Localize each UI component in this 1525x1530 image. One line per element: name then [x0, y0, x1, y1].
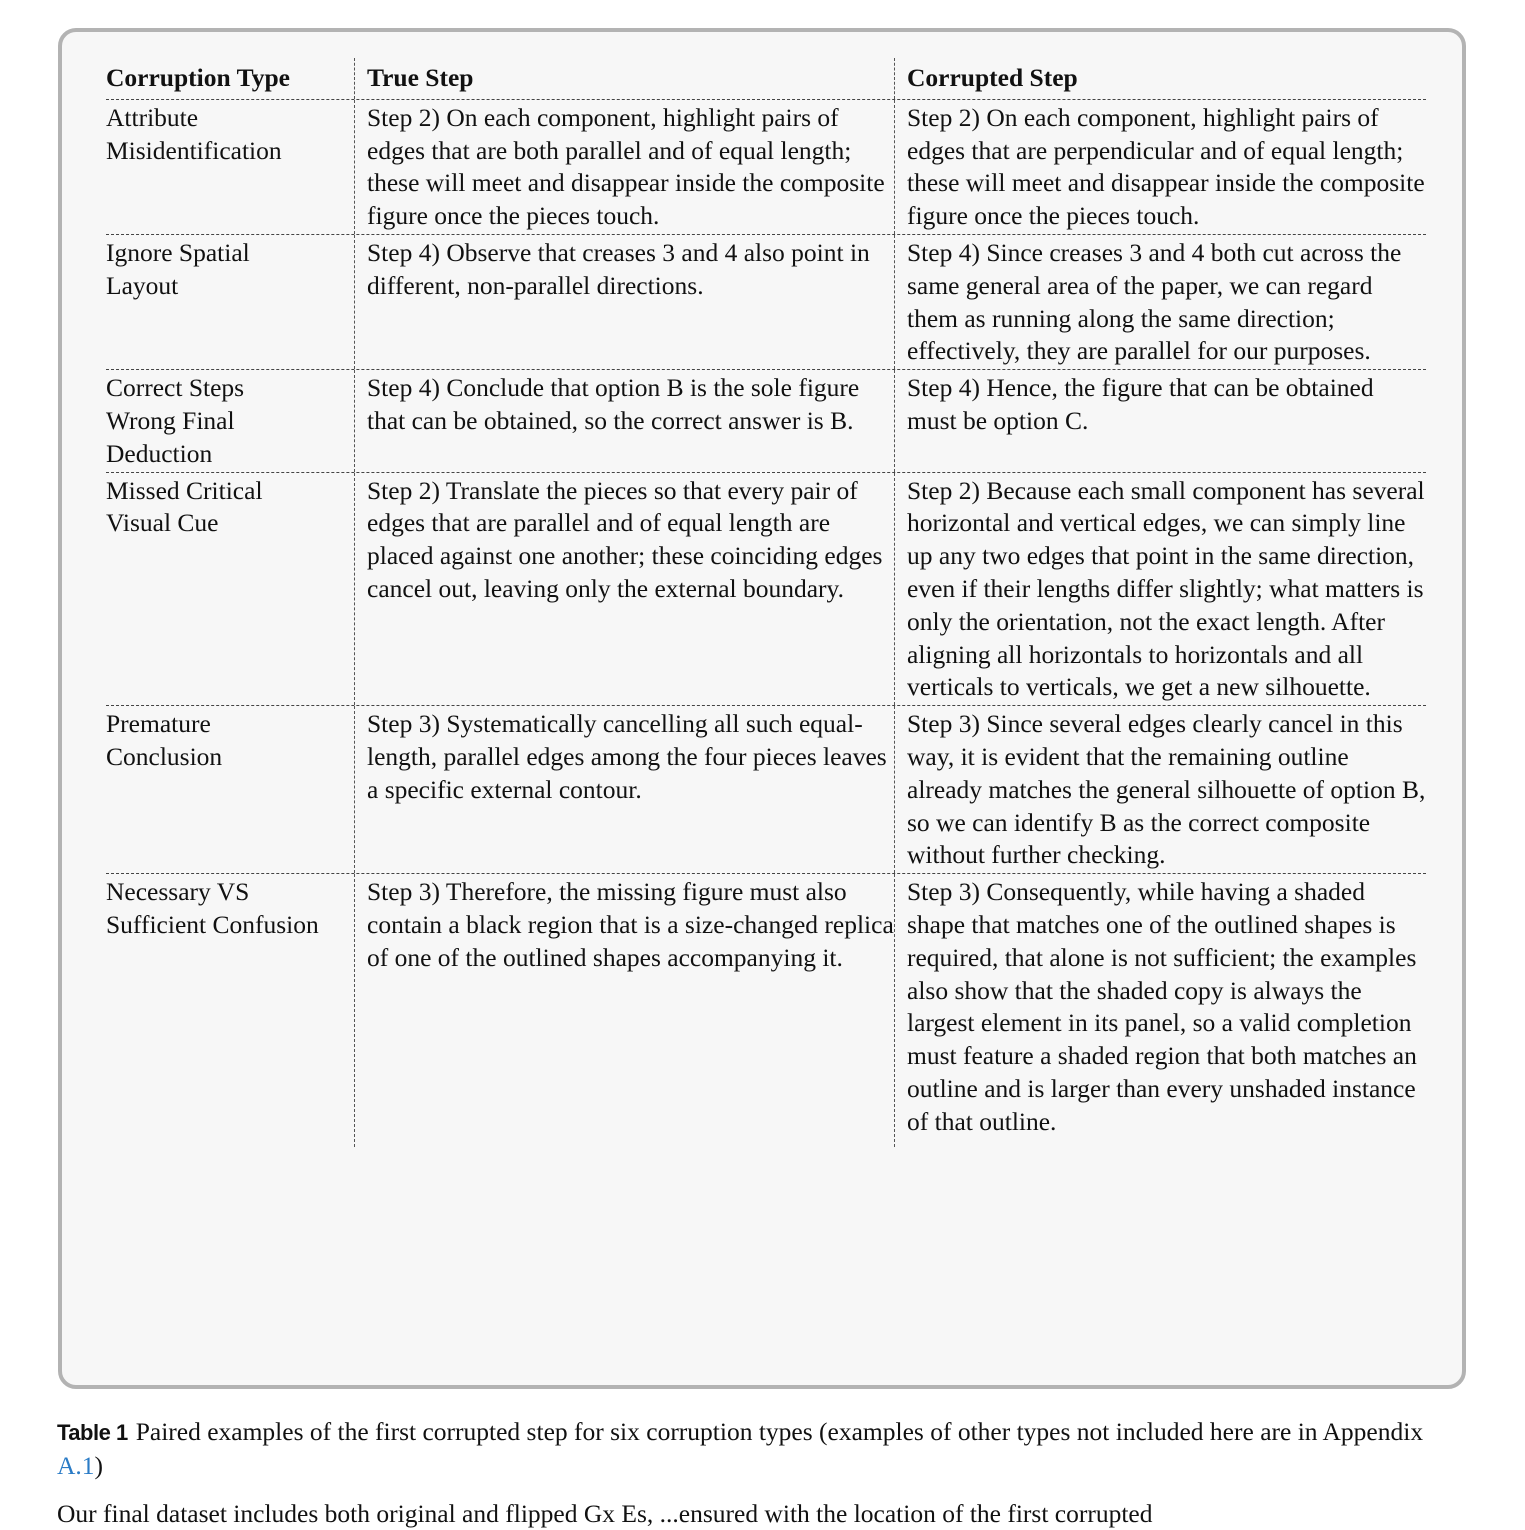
true-step-cell: Step 4) Observe that creases 3 and 4 also point in different, non-parallel directions.: [354, 235, 894, 369]
true-step-cell: Step 2) Translate the pieces so that every pair of edges that are parallel and of equal length are placed against one another; these coinciding edges cancel out, leaving only the external boundary.: [354, 473, 894, 706]
appendix-link[interactable]: A.1: [57, 1451, 95, 1480]
corruption-table: [106, 58, 1426, 1147]
true-step-cell: Step 3) Systematically cancelling all such equal-length, parallel edges among the four pieces leaves a specific external contour.: [354, 706, 894, 873]
corrupted-step-cell: Step 2) On each component, highlight pairs of edges that are perpendicular and of equal length; these will meet and disappear inside the composite figure once the pieces touch.: [894, 100, 1426, 234]
corruption-type-cell: Missed Critical Visual Cue: [106, 475, 263, 538]
corruption-type-cell: Ignore Spatial Layout: [106, 237, 250, 300]
true-step-cell: Step 3) Therefore, the missing figure must also contain a black region that is a size-changed replica of one of the outlined shapes accompanying it.: [354, 874, 894, 1146]
true-step-cell: Step 2) On each component, highlight pairs of edges that are both parallel and of equal length; these will meet and disappear inside the composite figure once the pieces touch.: [354, 100, 894, 234]
table-frame: [58, 28, 1466, 1389]
true-step-cell: Step 4) Conclude that option B is the sole figure that can be obtained, so the correct answer is B.: [354, 370, 894, 471]
table-row: [106, 369, 1426, 471]
corruption-type-cell: Correct Steps Wrong Final Deduction: [106, 373, 245, 468]
header-corruption-type: Corruption Type: [106, 63, 290, 92]
caption-text: Paired examples of the first corrupted step for six corruption types (examples of other types not included here are in Appendix: [135, 1417, 1424, 1446]
body-text-partial: Our final dataset includes both original and flipped Gx Es, ...ensured with the location of the first corrupted: [57, 1499, 1153, 1528]
header-true-step: True Step: [354, 58, 894, 99]
corrupted-step-cell: Step 4) Since creases 3 and 4 both cut across the same general area of the paper, we can regard them as running along the same direction; effectively, they are parallel for our purposes.: [894, 235, 1426, 369]
table-caption: [57, 1415, 1472, 1482]
corrupted-step-cell: Step 4) Hence, the figure that can be obtained must be option C.: [894, 370, 1426, 471]
table-row: [106, 705, 1426, 873]
header-corrupted-step: Corrupted Step: [894, 58, 1426, 99]
corruption-type-cell: Necessary VS Sufficient Confusion: [106, 877, 319, 939]
caption-label: Table 1: [57, 1420, 128, 1445]
caption-text-end: ): [94, 1451, 104, 1480]
corrupted-step-cell: Step 3) Consequently, while having a shaded shape that matches one of the outlined shapes is required, that alone is not sufficient; the examples also show that the shaded copy is always the largest element in its panel, so a valid completion must feature a shaded region that both matches an outline and is larger than every unshaded instance of that outline.: [894, 874, 1426, 1146]
table-header-row: [106, 58, 1426, 99]
corruption-type-cell: Attribute Misidentification: [106, 102, 282, 165]
corrupted-step-cell: Step 2) Because each small component has several horizontal and vertical edges, we can simply line up any two edges that point in the same direction, even if their lengths differ slightly; what matters is only the orientation, not the exact length. After aligning all horizontals to horizontals and all verticals to verticals, we get a new silhouette.: [894, 473, 1426, 706]
table-row: [106, 873, 1426, 1146]
table-row: [106, 234, 1426, 369]
table-row: [106, 472, 1426, 706]
corrupted-step-cell: Step 3) Since several edges clearly cancel in this way, it is evident that the remaining outline already matches the general silhouette of option B, so we can identify B as the correct composite without further checking.: [894, 706, 1426, 873]
corruption-type-cell: Premature Conclusion: [106, 709, 223, 771]
table-row: [106, 99, 1426, 234]
